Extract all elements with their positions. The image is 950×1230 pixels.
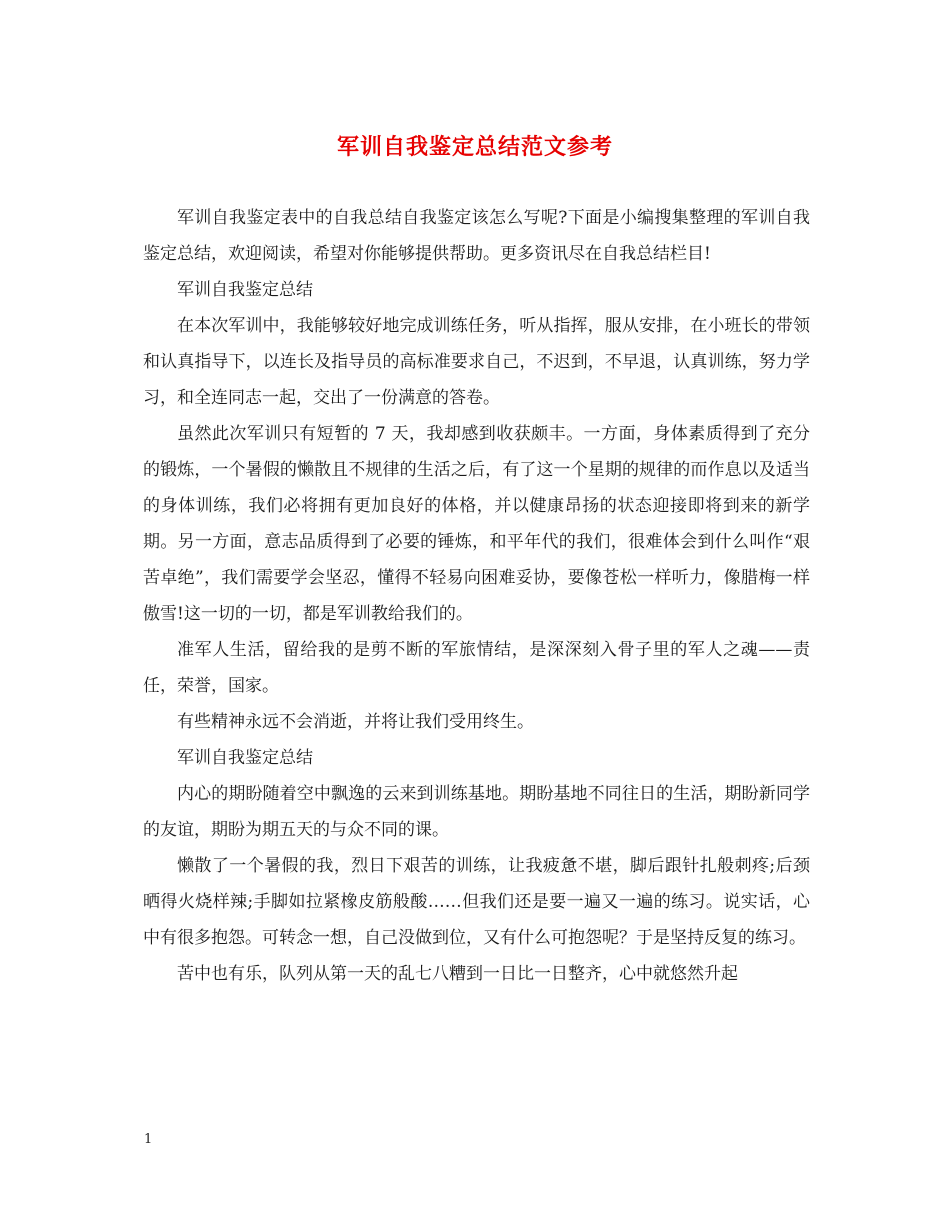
section-heading: 军训自我鉴定总结 xyxy=(177,280,313,300)
paragraph: 准军人生活，留给我的是剪不断的军旅情结，是深深刻入骨子里的军人之魂——责任，荣誉，国家。 xyxy=(143,640,810,696)
paragraph: 虽然此次军训只有短暂的 7 天，我却感到收获颇丰。一方面，身体素质得到了充分的锻炼，一个暑假的懒散且不规律的生活之后，有了这一个星期的规律的而作息以及适当的身体训练，我们必将拥有更加良好的体格，并以健康昂扬的状态迎接即将到来的新学期。另一方面，意志品质得到了必要的锤炼，和平年代的我们，很难体会到什么叫作“艰苦卓绝”，我们需要学会坚忍，懂得不轻易向困难妥协，要像苍松一样听力，像腊梅一样傲雪!这一切的一切，都是军训教给我们的。 xyxy=(143,424,810,624)
paragraph: 内心的期盼随着空中飘逸的云来到训练基地。期盼基地不同往日的生活，期盼新同学的友谊，期盼为期五天的与众不同的课。 xyxy=(143,784,810,840)
document-title: 军训自我鉴定总结范文参考 xyxy=(336,134,613,160)
paragraph: 苦中也有乐，队列从第一天的乱七八糟到一日比一日整齐，心中就悠然升起 xyxy=(177,964,738,984)
document-body xyxy=(143,200,810,992)
paragraph: 有些精神永远不会消逝，并将让我们受用终生。 xyxy=(177,712,534,732)
page-number: 1 xyxy=(144,1132,153,1147)
section-heading: 军训自我鉴定总结 xyxy=(177,748,313,768)
paragraph: 在本次军训中，我能够较好地完成训练任务，听从指挥，服从安排，在小班长的带领和认真指导下，以连长及指导员的高标准要求自己，不迟到，不早退，认真训练，努力学习，和全连同志一起，交出了一份满意的答卷。 xyxy=(143,316,810,408)
paragraph: 懒散了一个暑假的我，烈日下艰苦的训练，让我疲惫不堪，脚后跟针扎般刺疼;后颈晒得火烧样辣;手脚如拉紧橡皮筋般酸……但我们还是要一遍又一遍的练习。说实话，心中有很多抱怨。可转念一想，自己没做到位，又有什么可抱怨呢？于是坚持反复的练习。 xyxy=(143,856,810,948)
paragraph-intro: 军训自我鉴定表中的自我总结自我鉴定该怎么写呢?下面是小编搜集整理的军训自我鉴定总结，欢迎阅读，希望对你能够提供帮助。更多资讯尽在自我总结栏目! xyxy=(143,208,810,264)
